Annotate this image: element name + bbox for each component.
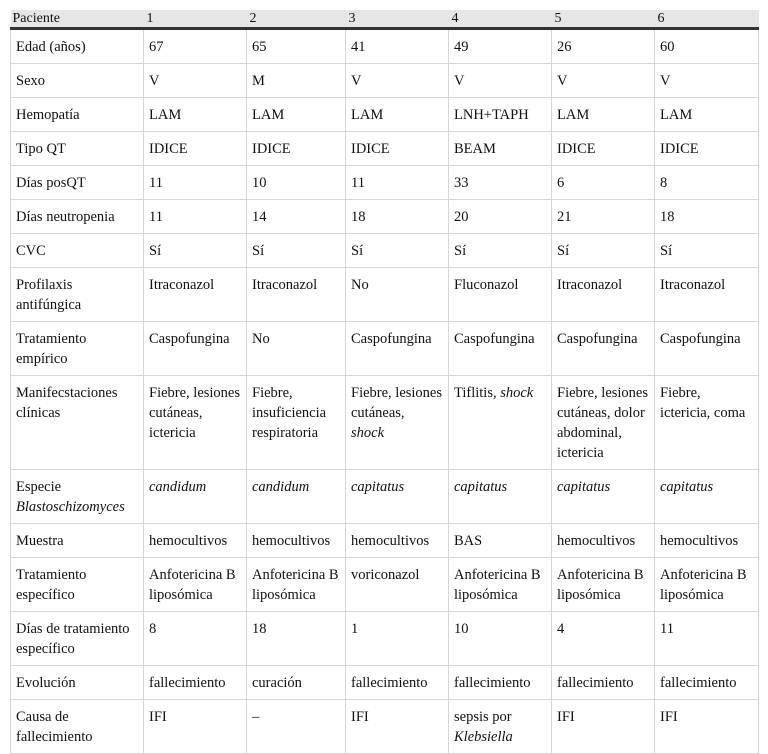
table-cell: fallecimiento: [144, 666, 247, 700]
table-cell: BEAM: [449, 132, 552, 166]
table-cell: [552, 700, 655, 754]
table-cell: capitatus: [552, 470, 655, 524]
table-cell: Itraconazol: [247, 268, 346, 322]
row-label: Días neutropenia: [11, 200, 144, 234]
table-cell: 26: [552, 29, 655, 64]
table-cell: hemocultivos: [144, 524, 247, 558]
table-cell: Caspofungina: [346, 322, 449, 376]
table-cell: 18: [346, 200, 449, 234]
table-cell: V: [346, 64, 449, 98]
table-cell: 21: [552, 200, 655, 234]
table-cell: Sí: [552, 234, 655, 268]
table-cell: [449, 700, 552, 754]
table-cell: [144, 700, 247, 754]
table-cell: Itraconazol: [655, 268, 759, 322]
row-label: Muestra: [11, 524, 144, 558]
cell-text: IFI: [149, 709, 167, 725]
table-row: [11, 234, 759, 268]
table-cell: 65: [247, 29, 346, 64]
row-label: Profilaxis antifúngica: [11, 268, 144, 322]
table-cell: 49: [449, 29, 552, 64]
table-cell: hemocultivos: [552, 524, 655, 558]
table-cell: Caspofungina: [449, 322, 552, 376]
table-cell: LAM: [655, 98, 759, 132]
row-label: Tipo QT: [11, 132, 144, 166]
table-cell: 11: [655, 612, 759, 666]
cell-text: Fiebre, lesiones cutáneas,: [351, 385, 443, 421]
table-cell: [552, 376, 655, 470]
table-cell: IDICE: [346, 132, 449, 166]
table-cell: [144, 376, 247, 470]
table-cell: BAS: [449, 524, 552, 558]
table-cell: [655, 700, 759, 754]
table-cell: M: [247, 64, 346, 98]
table-cell: capitatus: [346, 470, 449, 524]
row-label: Hemopatía: [11, 98, 144, 132]
table-cell: 11: [144, 166, 247, 200]
table-cell: 6: [552, 166, 655, 200]
table-cell: fallecimiento: [449, 666, 552, 700]
table-row: [11, 376, 759, 470]
cell-text: IFI: [351, 709, 369, 725]
table-cell: Sí: [346, 234, 449, 268]
table-cell: V: [655, 64, 759, 98]
table-cell: Anfotericina B liposómica: [552, 558, 655, 612]
table-cell: 11: [144, 200, 247, 234]
row-label: CVC: [11, 234, 144, 268]
table-cell: hemocultivos: [655, 524, 759, 558]
header-patient: 6: [655, 10, 759, 29]
table-row: [11, 524, 759, 558]
row-label-italic: Blastoschizomyces: [16, 499, 125, 515]
header-row: [11, 10, 759, 29]
table-cell: 10: [449, 612, 552, 666]
cell-text: Fiebre, lesiones cutáneas, ictericia: [149, 385, 241, 441]
table-cell: 11: [346, 166, 449, 200]
table-cell: capitatus: [655, 470, 759, 524]
table-cell: No: [346, 268, 449, 322]
table-cell: curación: [247, 666, 346, 700]
row-label: Edad (años): [11, 29, 144, 64]
cell-text-italic: Klebsiella: [454, 729, 513, 745]
table-cell: fallecimiento: [552, 666, 655, 700]
header-patient: 1: [144, 10, 247, 29]
table-cell: Sí: [247, 234, 346, 268]
table-row: [11, 700, 759, 754]
table-cell: 8: [144, 612, 247, 666]
table-cell: LAM: [552, 98, 655, 132]
patient-table: [10, 10, 759, 754]
header-patient: 4: [449, 10, 552, 29]
header-patient: 2: [247, 10, 346, 29]
table-cell: 18: [655, 200, 759, 234]
table-cell: Fluconazol: [449, 268, 552, 322]
cell-text: IFI: [557, 709, 575, 725]
table-cell: Caspofungina: [552, 322, 655, 376]
table-cell: 18: [247, 612, 346, 666]
table-cell: Caspofungina: [144, 322, 247, 376]
cell-text: Fiebre, lesiones cutáneas, dolor abdominal, ictericia: [557, 385, 649, 461]
table-cell: 14: [247, 200, 346, 234]
cell-text: Fiebre, ictericia, coma: [660, 385, 746, 421]
table-cell: 33: [449, 166, 552, 200]
table-cell: hemocultivos: [346, 524, 449, 558]
row-label: Causa de fallecimiento: [11, 700, 144, 754]
patient-table-container: [10, 10, 758, 754]
row-label: Tratamiento empírico: [11, 322, 144, 376]
table-cell: Itraconazol: [552, 268, 655, 322]
table-cell: candidum: [144, 470, 247, 524]
cell-text: sepsis por: [454, 709, 512, 725]
table-cell: V: [449, 64, 552, 98]
table-cell: Anfotericina B liposómica: [247, 558, 346, 612]
table-cell: LAM: [144, 98, 247, 132]
table-row: [11, 268, 759, 322]
row-label: Días de tratamiento específico: [11, 612, 144, 666]
cell-text: Fiebre, insuficiencia respiratoria: [252, 385, 327, 441]
table-cell: Itraconazol: [144, 268, 247, 322]
row-label: Manifecstaciones clínicas: [11, 376, 144, 470]
table-row: [11, 200, 759, 234]
table-row: [11, 64, 759, 98]
table-row: [11, 470, 759, 524]
table-cell: candidum: [247, 470, 346, 524]
table-cell: 60: [655, 29, 759, 64]
table-cell: Sí: [144, 234, 247, 268]
table-cell: IDICE: [144, 132, 247, 166]
table-cell: Caspofungina: [655, 322, 759, 376]
table-cell: LAM: [346, 98, 449, 132]
table-cell: LNH+TAPH: [449, 98, 552, 132]
table-cell: 41: [346, 29, 449, 64]
table-cell: Anfotericina B liposómica: [655, 558, 759, 612]
row-label: [11, 470, 144, 524]
table-row: [11, 558, 759, 612]
row-label-text: Especie: [16, 479, 62, 495]
table-cell: Sí: [449, 234, 552, 268]
table-cell: Sí: [655, 234, 759, 268]
table-cell: Anfotericina B liposómica: [449, 558, 552, 612]
table-row: [11, 29, 759, 64]
table-cell: V: [552, 64, 655, 98]
table-cell: 10: [247, 166, 346, 200]
table-cell: [247, 700, 346, 754]
cell-text: –: [252, 709, 260, 725]
row-label: Días posQT: [11, 166, 144, 200]
cell-text: IFI: [660, 709, 678, 725]
table-cell: 8: [655, 166, 759, 200]
header-patient: 5: [552, 10, 655, 29]
table-cell: [346, 376, 449, 470]
cell-text-italic: shock: [500, 385, 534, 401]
table-cell: [449, 376, 552, 470]
table-row: [11, 132, 759, 166]
table-cell: voriconazol: [346, 558, 449, 612]
header-patient: 3: [346, 10, 449, 29]
table-cell: 67: [144, 29, 247, 64]
table-cell: IDICE: [552, 132, 655, 166]
row-label: Tratamiento específico: [11, 558, 144, 612]
table-cell: IDICE: [247, 132, 346, 166]
table-cell: 20: [449, 200, 552, 234]
cell-text-italic: shock: [351, 425, 385, 441]
table-cell: LAM: [247, 98, 346, 132]
table-cell: fallecimiento: [346, 666, 449, 700]
table-cell: No: [247, 322, 346, 376]
header-label: Paciente: [11, 10, 144, 29]
table-cell: capitatus: [449, 470, 552, 524]
table-cell: hemocultivos: [247, 524, 346, 558]
table-row: [11, 98, 759, 132]
table-cell: 4: [552, 612, 655, 666]
table-cell: 1: [346, 612, 449, 666]
table-cell: [346, 700, 449, 754]
table-cell: [247, 376, 346, 470]
table-cell: IDICE: [655, 132, 759, 166]
table-row: [11, 666, 759, 700]
table-row: [11, 322, 759, 376]
cell-text: Tiflitis,: [454, 385, 497, 401]
table-row: [11, 166, 759, 200]
table-cell: fallecimiento: [655, 666, 759, 700]
row-label: Sexo: [11, 64, 144, 98]
table-cell: Anfotericina B liposómica: [144, 558, 247, 612]
table-row: [11, 612, 759, 666]
table-cell: V: [144, 64, 247, 98]
table-cell: [655, 376, 759, 470]
row-label: Evolución: [11, 666, 144, 700]
